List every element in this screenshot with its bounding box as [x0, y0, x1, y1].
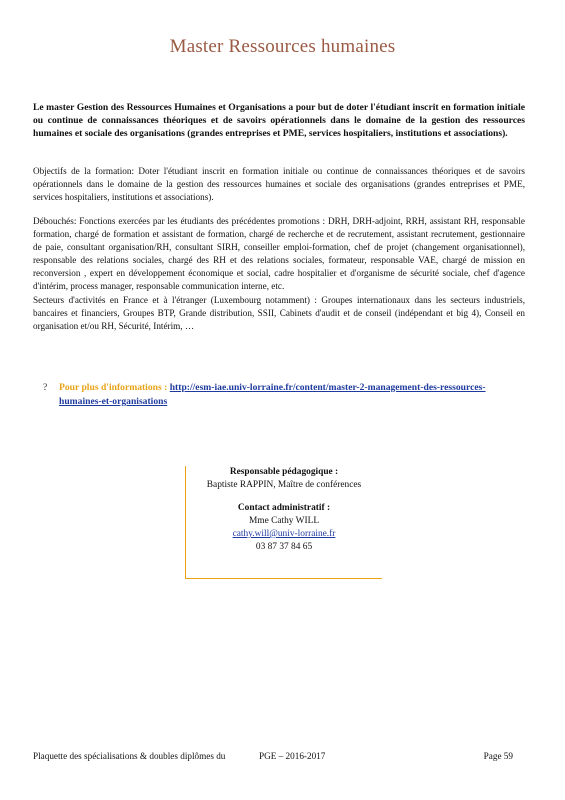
objectives-paragraph: Objectifs de la formation: Doter l'étudiant inscrit en formation initiale ou continue de connaissances théoriques et de savoirs opérationnels dans le domaine de la gestion des ressources humaines et sociale des organisations (grandes entreprises et PME, services hospitaliers, institutions et associations). — [33, 166, 525, 203]
outlets-paragraph: Débouchés: Fonctions exercées par les étudiants des précédentes promotions : DRH, DRH-adjoint, RRH, assistant RH, responsable formation, chargé de formation et assistant de formation, chargé de recherche et de recrutement, assistant recrutement, gestionnaire de paie, consultant organisation/RH, consultant SIRH, conseiller emploi-formation, chef de projet (changement organisationnel), responsable des relations sociales, chargé des RH et des relations sociales, formateur, responsable VAE, chargé de mission en reconversion , expert en développement économique et social, cadre hospitalier et d'organisme de sécurité sociale, chef d'agence d'intérim, process manager, responsable communication interne, etc. — [33, 216, 525, 292]
more-info-label: Pour plus d'informations : — [59, 382, 168, 393]
contact-box — [185, 466, 382, 579]
pedagogical-lead-name: Baptiste RAPPIN, Maître de conférences — [206, 480, 362, 490]
footer-program-year: PGE – 2016-2017 — [259, 751, 326, 761]
sectors-paragraph: Secteurs d'activités en France et à l'étranger (Luxembourg notamment) : Groupes internationaux dans les secteurs industriels, bancaires et financiers, Groupes BTP, Grande distribution, SSII, Cabinets d'audit et de conseil (indépendant et big 4), Conseil en organisation et/ou RH, Sécurité, Intérim, … — [33, 294, 525, 331]
intro-paragraph: Le master Gestion des Ressources Humaines et Organisations a pour but de doter l'étudiant inscrit en formation initiale ou continue de connaissances théoriques et de savoirs opérationnels dans le domaine de la gestion des ressources humaines et sociale des organisations (grandes entreprises et PME, services hospitaliers, institutions et associations). — [33, 102, 525, 140]
admin-contact-label: Contact administratif : — [237, 503, 331, 513]
admin-phone: 03 87 37 84 65 — [255, 542, 313, 552]
pedagogical-lead-label: Responsable pédagogique : — [229, 467, 339, 477]
outlets-section — [33, 215, 525, 333]
footer-brochure-label: Plaquette des spécialisations & doubles diplômes du — [33, 751, 226, 761]
more-info — [43, 381, 513, 409]
admin-email-link[interactable]: cathy.will@univ-lorraine.fr — [232, 529, 336, 539]
bullet-icon: ? — [43, 382, 48, 393]
more-info-link[interactable]: http://esm-iae.univ-lorraine.fr/content/master-2-management-des-ressources-humaines-et-organisations — [59, 382, 486, 407]
admin-contact-name: Mme Cathy WILL — [248, 516, 320, 526]
footer-page-number: Page 59 — [483, 751, 513, 761]
page-title: Master Ressources humaines — [169, 36, 396, 57]
